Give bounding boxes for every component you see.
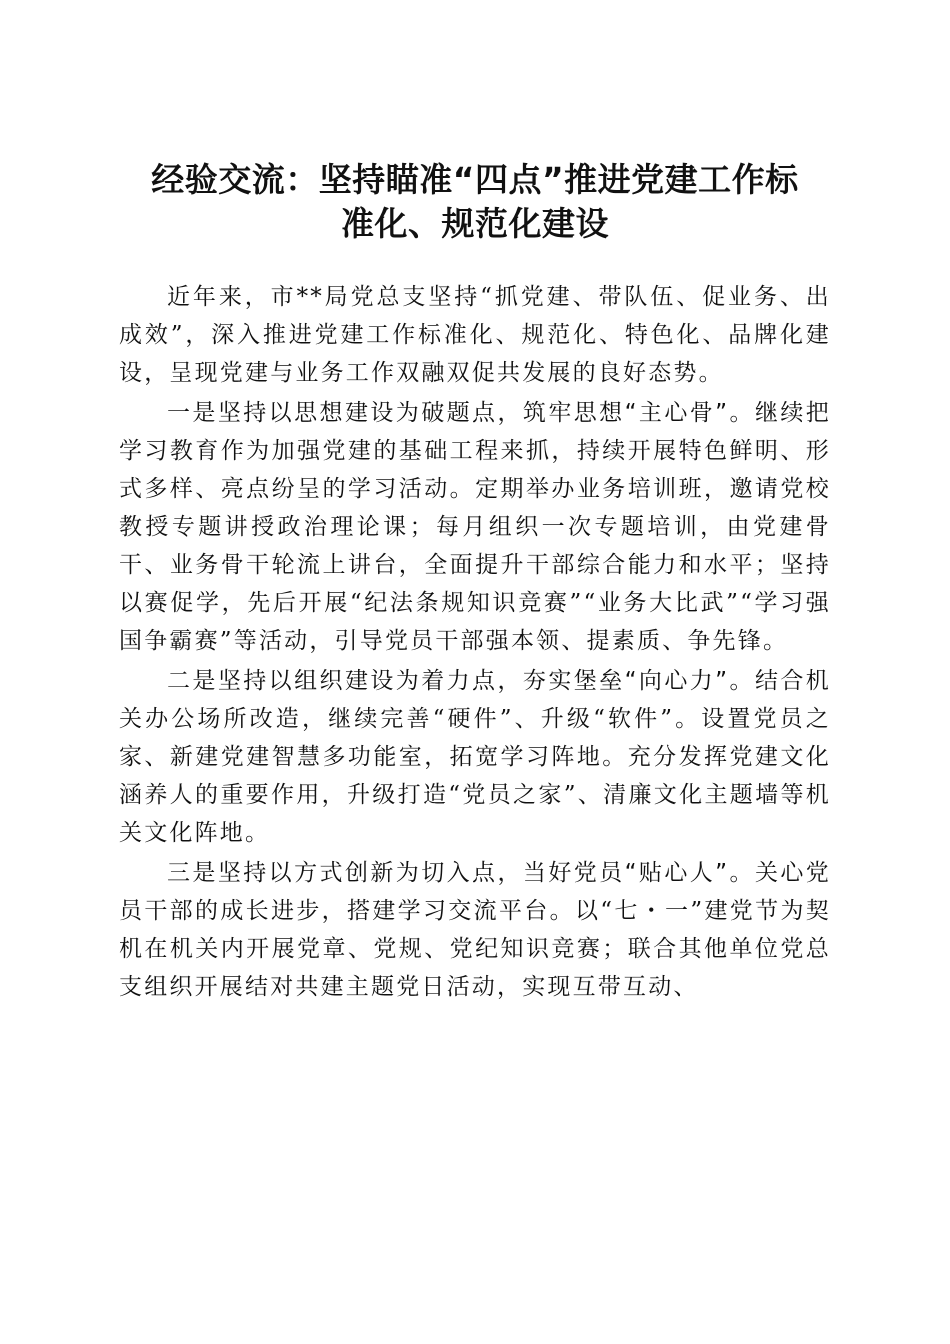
paragraph-point-three <box>119 854 831 1006</box>
document-title <box>100 158 850 246</box>
paragraph-point-one-text: 继续把学习教育作为加强党建的基础工程来抓，持续开展特色鲜明、形式多样、亮点纷呈的学习活动。定期举办业务培训班，邀请党校教授专题讲授政治理论课；每月组织一次专题培训，由党建骨干、业务骨干轮流上讲台，全面提升干部综合能力和水平；坚持以赛促学，先后开展“纪法条规知识竞赛”“业务大比武”“学习强国争霸赛”等活动，引导党员干部强本领、提素质、争先锋。 <box>119 400 831 654</box>
document-body <box>119 278 831 1006</box>
paragraph-point-three-heading: 三是坚持以方式创新为切入点，当好党员“贴心人”。 <box>167 860 755 886</box>
paragraph-point-three-text: 关心党员干部的成长进步，搭建学习交流平台。以“七・一”建党节为契机在机关内开展党章、党规、党纪知识竞赛；联合其他单位党总支组织开展结对共建主题党日活动，实现互带互动、 <box>119 860 831 1000</box>
paragraph-point-two-text: 结合机关办公场所改造，继续完善“硬件”、升级“软件”。设置党员之家、新建党建智慧多功能室，拓宽学习阵地。充分发挥党建文化涵养人的重要作用，升级打造“党员之家”、清廉文化主题墙等机关文化阵地。 <box>119 668 831 846</box>
title-line-1: 经验交流：坚持瞄准“四点”推进党建工作标 <box>151 160 799 200</box>
paragraph-point-one <box>119 394 831 660</box>
paragraph-intro-text: 近年来，市**局党总支坚持“抓党建、带队伍、促业务、出成效”，深入推进党建工作标准化、规范化、特色化、品牌化建设，呈现党建与业务工作双融双促共发展的良好态势。 <box>119 284 831 386</box>
title-line-2: 准化、规范化建设 <box>341 204 609 244</box>
paragraph-point-two <box>119 662 831 852</box>
paragraph-point-one-heading: 一是坚持以思想建设为破题点，筑牢思想“主心骨”。 <box>167 400 755 426</box>
paragraph-intro <box>119 278 831 392</box>
paragraph-point-two-heading: 二是坚持以组织建设为着力点，夯实堡垒“向心力”。 <box>167 668 755 694</box>
